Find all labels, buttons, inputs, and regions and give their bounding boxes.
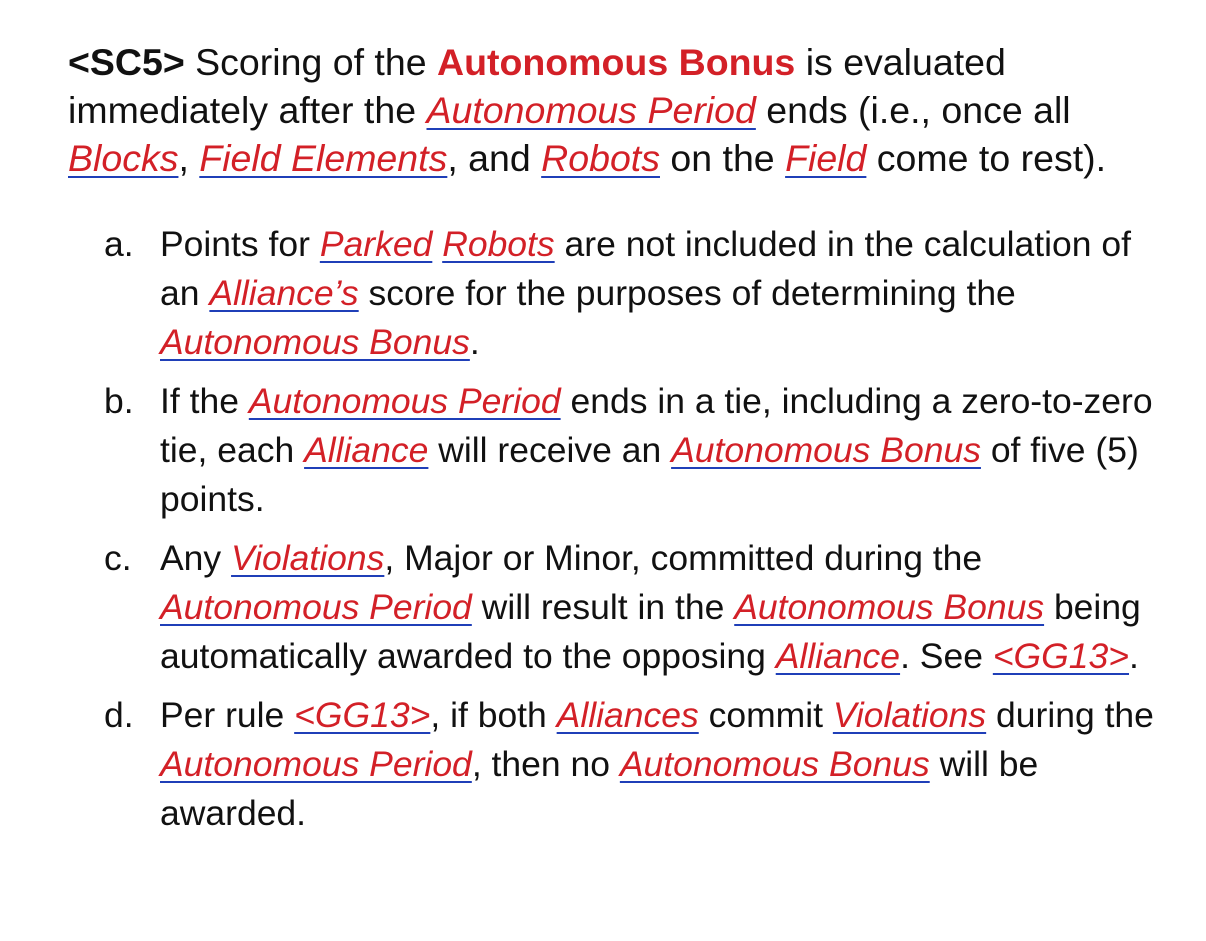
sub-rule-d [104, 691, 1174, 838]
link-blocks[interactable]: Blocks [68, 137, 179, 179]
text: , Major or Minor, committed during the [384, 538, 983, 578]
link-autonomous-bonus[interactable]: Autonomous Bonus [160, 322, 470, 362]
text: will be awarded. [160, 744, 1039, 833]
link-alliance[interactable]: Alliance [304, 430, 429, 470]
sub-rule-b [104, 377, 1174, 524]
list-marker: a. [104, 224, 134, 264]
list-marker: b. [104, 381, 134, 421]
text: Scoring of the [184, 41, 437, 83]
rule-id: <SC5> [68, 41, 185, 83]
text: of five (5) points. [160, 430, 1139, 519]
link-violations[interactable]: Violations [832, 695, 987, 735]
link-autonomous-period[interactable]: Autonomous Period [248, 381, 561, 421]
text: are not included in the calculation of an [160, 224, 1131, 313]
text: is evaluated immediately after the [68, 41, 1006, 131]
link-autonomous-period[interactable]: Autonomous Period [160, 744, 472, 784]
text: on the [659, 137, 786, 179]
link-robots[interactable]: Robots [442, 224, 555, 264]
link-alliances[interactable]: Alliance’s [209, 273, 359, 313]
list-marker: d. [104, 695, 134, 735]
text: being automatically awarded to the opposing [160, 587, 1141, 676]
rule-paragraph [68, 38, 1178, 182]
link-field[interactable]: Field [785, 137, 867, 179]
link-robots[interactable]: Robots [541, 137, 660, 179]
link-alliance[interactable]: Alliance [775, 636, 901, 676]
list-marker: c. [104, 538, 132, 578]
text: , and [447, 137, 542, 179]
text: . See [900, 636, 993, 676]
text: , if both [430, 695, 557, 735]
text: ends in a tie, including a zero-to-zero tie, each [160, 381, 1153, 470]
sub-rule-c [104, 534, 1174, 681]
text: If the [160, 381, 249, 421]
text: commit [698, 695, 833, 735]
link-autonomous-period[interactable]: Autonomous Period [426, 89, 756, 131]
text: , then no [471, 744, 620, 784]
link-autonomous-bonus[interactable]: Autonomous Bonus [734, 587, 1045, 627]
link-parked[interactable]: Parked [319, 224, 433, 264]
text: , [178, 137, 200, 179]
text: Per rule [160, 695, 295, 735]
sub-rule-a [104, 220, 1174, 367]
text [432, 224, 442, 264]
text: Points for [160, 224, 320, 264]
text: during the [986, 695, 1154, 735]
link-alliances[interactable]: Alliances [556, 695, 699, 735]
link-gg13[interactable]: <GG13> [294, 695, 431, 735]
link-autonomous-period[interactable]: Autonomous Period [160, 587, 472, 627]
link-autonomous-bonus[interactable]: Autonomous Bonus [619, 744, 930, 784]
link-field-elements[interactable]: Field Elements [199, 137, 448, 179]
link-gg13[interactable]: <GG13> [992, 636, 1130, 676]
text: . [469, 322, 480, 362]
link-autonomous-bonus[interactable]: Autonomous Bonus [671, 430, 981, 470]
text: come to rest). [866, 137, 1107, 179]
text: . [1129, 636, 1139, 676]
sub-rule-list [104, 220, 1174, 848]
bonus-emphasis: Autonomous Bonus [436, 41, 796, 83]
text: ends (i.e., once all [755, 89, 1071, 131]
text: will result in the [471, 587, 735, 627]
text: will receive an [428, 430, 672, 470]
text: score for the purposes of determining the [358, 273, 1016, 313]
link-violations[interactable]: Violations [231, 538, 385, 578]
text: Any [160, 538, 232, 578]
